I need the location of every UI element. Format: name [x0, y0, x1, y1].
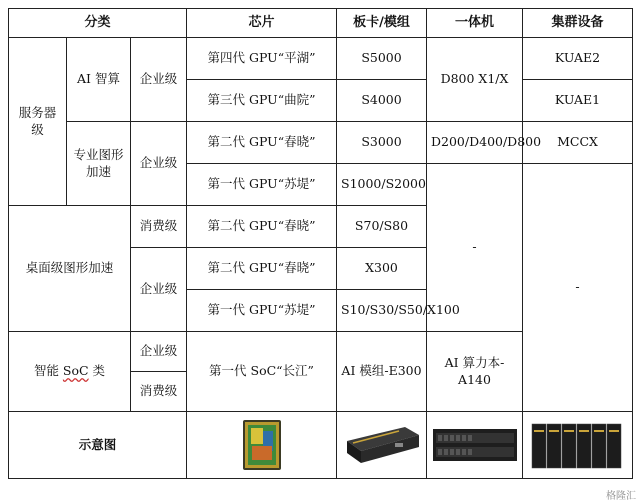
- chip-cell: 第四代 GPU“平湖”: [187, 38, 337, 80]
- category-ai-compute: AI 智算: [67, 38, 131, 122]
- board-cell: S1000/S2000: [337, 164, 427, 206]
- soc-suffix: 类: [88, 363, 106, 379]
- board-cell: S4000: [337, 80, 427, 122]
- chip-cell: 第二代 GPU“春晓”: [187, 206, 337, 248]
- header-board: 板卡/模组: [337, 9, 427, 38]
- tier-enterprise: 企业级: [131, 332, 187, 372]
- chip-cell: 第三代 GPU“曲院”: [187, 80, 337, 122]
- chip-cell: 第一代 SoC“长江”: [187, 332, 337, 412]
- header-chip: 芯片: [187, 9, 337, 38]
- board-cell: S10/S30/S50/X100: [337, 290, 427, 332]
- cluster-cell: KUAE2: [523, 38, 633, 80]
- cluster-image: [523, 412, 633, 479]
- tier-enterprise: 企业级: [131, 38, 187, 122]
- chip-image: [187, 412, 337, 479]
- server-appliance-image: [432, 425, 518, 465]
- product-table-container: [8, 8, 632, 479]
- all-in-one-image: [427, 412, 523, 479]
- chip-cell: 第一代 GPU“苏堤”: [187, 290, 337, 332]
- cluster-cell: MCCX: [523, 122, 633, 164]
- category-pro-graphics: 专业图形加速: [67, 122, 131, 206]
- tier-consumer: 消费级: [131, 372, 187, 412]
- chip-cell: 第二代 GPU“春晓”: [187, 122, 337, 164]
- board-cell: S3000: [337, 122, 427, 164]
- board-cell: S70/S80: [337, 206, 427, 248]
- table-row: [9, 38, 633, 80]
- board-cell: S5000: [337, 38, 427, 80]
- tier-consumer: 消费级: [131, 206, 187, 248]
- soc-word: SoC: [62, 363, 89, 379]
- category-soc: [9, 332, 131, 412]
- all-in-one-cell-dash: -: [427, 164, 523, 332]
- soc-prefix: 智能: [33, 363, 63, 379]
- illustration-label: 示意图: [9, 412, 187, 479]
- chip-cell: 第一代 GPU“苏堤”: [187, 164, 337, 206]
- board-cell: X300: [337, 248, 427, 290]
- header-all-in-one: 一体机: [427, 9, 523, 38]
- tier-enterprise: 企业级: [131, 122, 187, 206]
- board-cell: AI 模组-E300: [337, 332, 427, 412]
- cluster-cell-dash: -: [523, 164, 633, 412]
- tier-enterprise: 企业级: [131, 248, 187, 332]
- header-cluster: 集群设备: [523, 9, 633, 38]
- gpu-board-image: [343, 423, 421, 467]
- watermark: 格隆汇: [606, 491, 636, 502]
- illustration-row: [9, 412, 633, 479]
- header-category: 分类: [9, 9, 187, 38]
- cluster-racks-image: [530, 420, 626, 470]
- gpu-chip-image: [242, 419, 282, 471]
- chip-cell: 第二代 GPU“春晓”: [187, 248, 337, 290]
- category-desktop: 桌面级图形加速: [9, 206, 131, 332]
- table-row: [9, 122, 633, 164]
- cluster-cell: KUAE1: [523, 80, 633, 122]
- product-matrix-table: [8, 8, 633, 479]
- all-in-one-cell: D200/D400/D800: [427, 122, 523, 164]
- header-row: [9, 9, 633, 38]
- all-in-one-cell: D800 X1/X: [427, 38, 523, 122]
- board-image: [337, 412, 427, 479]
- category-server: 服务器级: [9, 38, 67, 206]
- all-in-one-cell: AI 算力本-A140: [427, 332, 523, 412]
